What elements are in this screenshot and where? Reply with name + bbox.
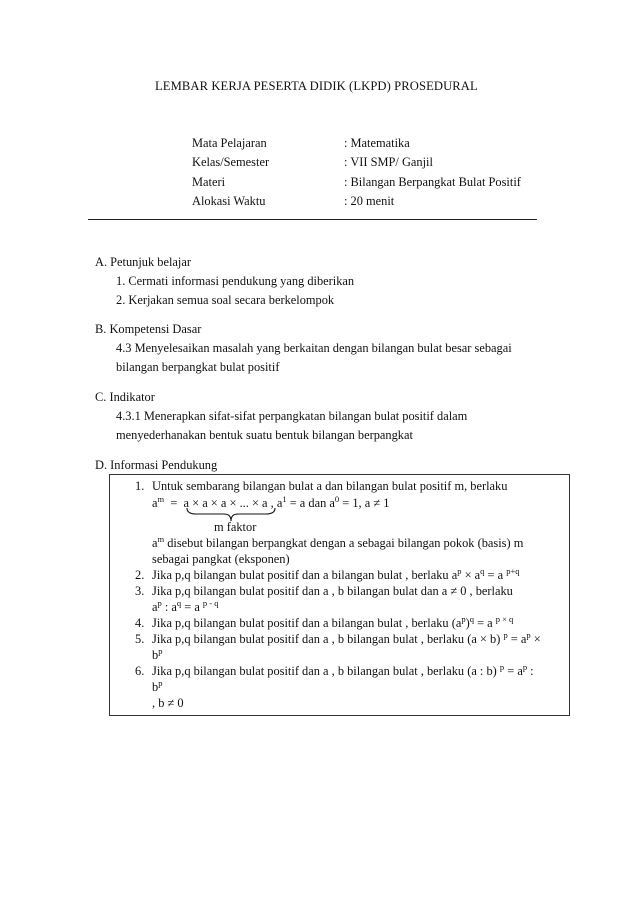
- formula-one-exponent: 1: [282, 494, 287, 504]
- item6-colon: :: [527, 664, 534, 678]
- item6-text: Jika p,q bilangan bulat positif dan a , b bilangan bulat , berlaku (a : b): [152, 664, 500, 678]
- desc-exponent: m: [157, 534, 165, 544]
- info-item-1-number: 1.: [135, 479, 145, 493]
- item3-exp-diff: p - q: [202, 598, 219, 608]
- item3-exp-q: q: [176, 598, 182, 608]
- meta-value-class: : VII SMP/ Ganjil: [344, 155, 433, 169]
- item4-text: Jika p,q bilangan bulat positif dan a bilangan bulat , berlaku (a: [152, 616, 462, 630]
- item5-times: ×: [530, 632, 541, 646]
- brace-label: m faktor: [214, 520, 257, 534]
- item4-exp-q: q: [469, 614, 474, 624]
- item4-equals: = a: [473, 616, 496, 630]
- formula-end: = 1, a ≠ 1: [339, 496, 390, 510]
- info-item-2-number: 2.: [135, 568, 145, 582]
- item4-exp-p: p: [461, 614, 466, 624]
- formula-mid: , a: [270, 496, 283, 510]
- item3-exp-p: p: [157, 598, 162, 608]
- info-item-1-desc-1: [152, 536, 523, 551]
- item6-exp-p: p: [499, 662, 505, 672]
- info-item-6-cont: [152, 680, 162, 695]
- item2-exp-sum: p+q: [506, 566, 520, 576]
- item4-paren: ): [465, 616, 470, 630]
- meta-label-class: Kelas/Semester: [192, 155, 270, 169]
- info-item-6-condition: , b ≠ 0: [152, 696, 184, 710]
- info-item-1-text: Untuk sembarang bilangan bulat a dan bilangan bulat positif m, berlaku: [152, 479, 508, 493]
- formula-product: a × a × a × ... × a: [183, 496, 268, 510]
- page-title: LEMBAR KERJA PESERTA DIDIK (LKPD) PROSEDURAL: [155, 79, 478, 93]
- meta-label-subject: Mata Pelajaran: [192, 136, 267, 150]
- info-item-3-formula: [152, 600, 219, 615]
- item4-exp-product: p × q: [495, 614, 514, 624]
- horizontal-divider: [88, 219, 537, 220]
- item6-equals: = a: [504, 664, 523, 678]
- item3-colon: : a: [161, 600, 177, 614]
- info-item-5-cont: [152, 648, 162, 663]
- section-c-line-2: menyederhanakan bentuk suatu bentuk bilangan berpangkat: [116, 428, 413, 442]
- section-a-item-1: 1. Cermati informasi pendukung yang diberikan: [116, 274, 355, 288]
- info-item-4-number: 4.: [135, 616, 145, 630]
- item6-exp-p2: p: [522, 662, 528, 672]
- item5-exp-p3: p: [158, 646, 163, 656]
- meta-value-material: : Bilangan Berpangkat Bulat Positif: [344, 175, 521, 189]
- section-c-heading: C. Indikator: [95, 390, 155, 404]
- item2-equals: = a: [484, 568, 507, 582]
- item6-exp-p3: p: [158, 678, 163, 688]
- desc-base: a: [152, 536, 158, 550]
- item5-equals: = a: [507, 632, 527, 646]
- desc-rest: disebut bilangan berpangkat dengan a sebagai bilangan pokok (basis) m: [164, 536, 524, 550]
- info-item-5-number: 5.: [135, 632, 145, 646]
- meta-label-time: Alokasi Waktu: [192, 194, 266, 208]
- info-item-5-text: [152, 632, 541, 647]
- meta-value-subject: : Matematika: [344, 136, 410, 150]
- item5-exp-p: p: [503, 630, 508, 640]
- info-item-3-number: 3.: [135, 584, 145, 598]
- info-item-6-text: [152, 664, 534, 679]
- formula-exponent: m: [157, 494, 165, 504]
- section-a-heading: A. Petunjuk belajar: [95, 255, 192, 269]
- item2-exp-p: p: [457, 566, 462, 576]
- item3-base: a: [152, 600, 158, 614]
- info-item-4-text: [152, 616, 513, 631]
- info-item-1-desc-2: sebagai pangkat (eksponen): [152, 552, 290, 566]
- item5-text: Jika p,q bilangan bulat positif dan a , b bilangan bulat , berlaku (a × b): [152, 632, 504, 646]
- section-b-line-1: 4.3 Menyelesaikan masalah yang berkaitan dengan bilangan bulat besar sebagai: [116, 341, 512, 355]
- item5-exp-p2: p: [526, 630, 531, 640]
- meta-label-material: Materi: [192, 175, 226, 189]
- formula-equals: =: [170, 496, 178, 510]
- meta-value-time: : 20 menit: [344, 194, 395, 208]
- info-item-6-number: 6.: [135, 664, 145, 678]
- item5-base-b: b: [152, 648, 159, 662]
- section-c-line-1: 4.3.1 Menerapkan sifat-sifat perpangkatan bilangan bulat positif dalam: [116, 409, 468, 423]
- section-a-item-2: 2. Kerjakan semua soal secara berkelompok: [116, 293, 335, 307]
- item3-equals: = a: [181, 600, 203, 614]
- info-item-2-text: [152, 568, 519, 583]
- section-b-line-2: bilangan berpangkat bulat positif: [116, 360, 280, 374]
- item6-base-b: b: [152, 680, 159, 694]
- section-d-heading: D. Informasi Pendukung: [95, 458, 218, 472]
- formula-mid2: = a dan a: [286, 496, 335, 510]
- info-item-3-text: Jika p,q bilangan bulat positif dan a , b bilangan bulat dan a ≠ 0 , berlaku: [152, 584, 513, 598]
- item2-exp-q: q: [480, 566, 485, 576]
- formula-base: a: [152, 496, 158, 510]
- item2-times: × a: [461, 568, 481, 582]
- section-b-heading: B. Kompetensi Dasar: [95, 322, 202, 336]
- formula-zero-exponent: 0: [334, 494, 340, 504]
- item2-text: Jika p,q bilangan bulat positif dan a bilangan bulat , berlaku a: [152, 568, 458, 582]
